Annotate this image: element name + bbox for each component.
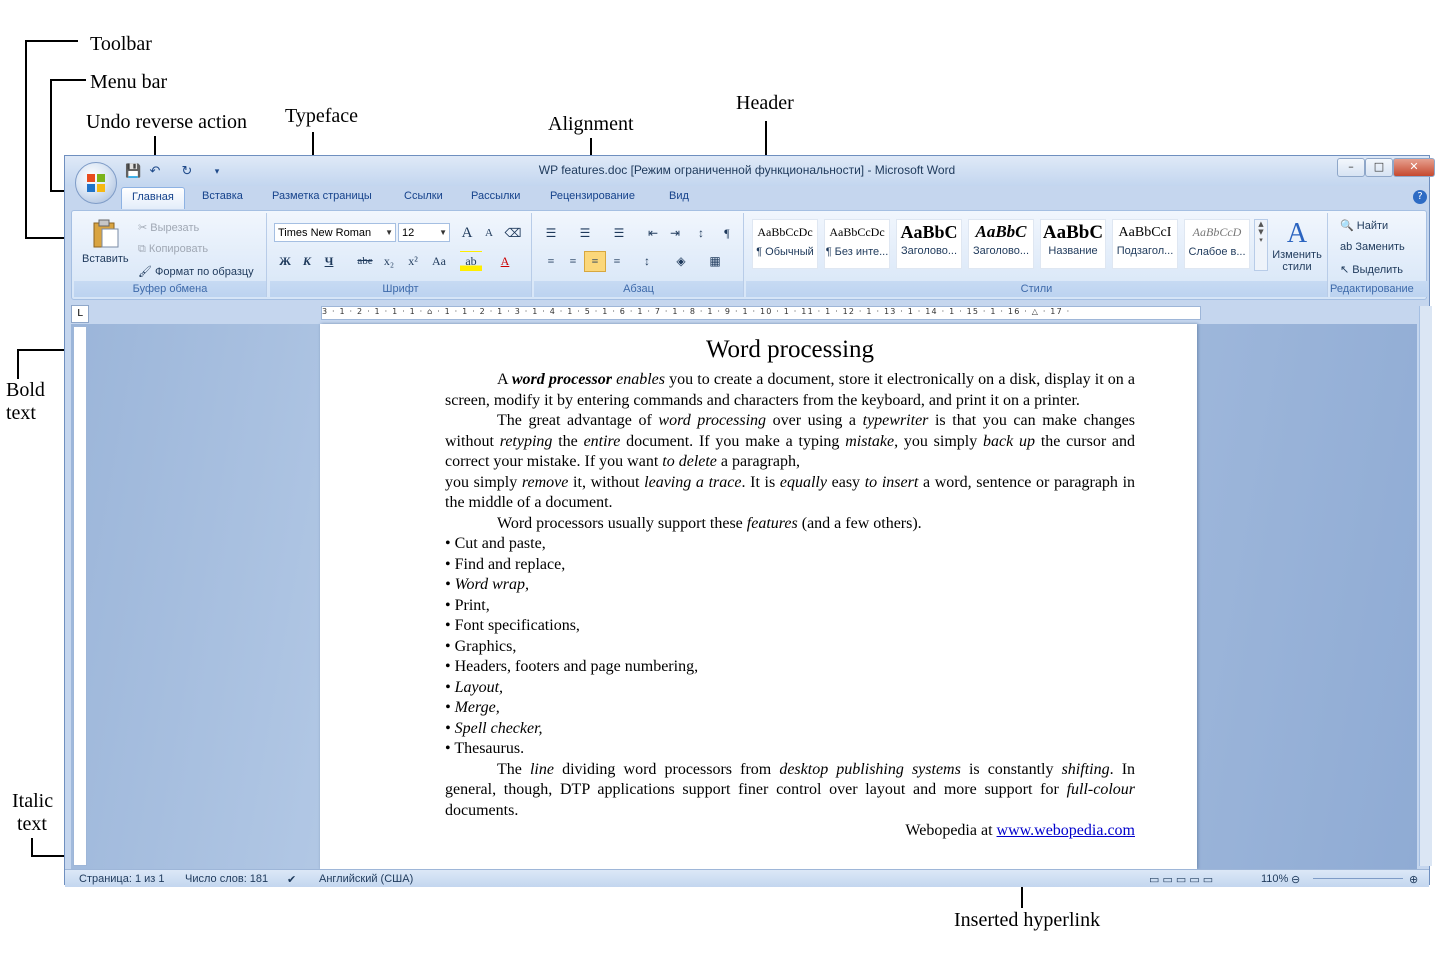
show-marks-icon[interactable]: ¶ xyxy=(724,226,730,240)
tab-page-layout[interactable]: Разметка страницы xyxy=(272,190,372,202)
style-preview: AaBbC xyxy=(975,222,1027,241)
annotation-italic-line1: Italic xyxy=(12,790,54,812)
italic-text: desktop publishing systems xyxy=(779,760,961,778)
clipboard-group-label: Буфер обмена xyxy=(74,281,266,297)
paste-label: Вставить xyxy=(82,253,129,265)
italic-text: to insert xyxy=(864,473,919,491)
cut-button[interactable]: ✂ Вырезать xyxy=(138,222,200,234)
italic-text: mistake xyxy=(845,432,895,450)
decrease-indent-icon[interactable]: ⇤ xyxy=(647,226,659,240)
font-color-icon[interactable]: A xyxy=(500,254,510,268)
text-run: the xyxy=(552,432,584,450)
replace-icon: ab xyxy=(1340,241,1353,253)
text-run: dividing word processors from xyxy=(553,760,780,778)
style-subtitle[interactable] xyxy=(1112,219,1178,269)
annotation-typeface: Typeface xyxy=(285,105,358,127)
list-item: • Merge, xyxy=(445,699,500,716)
clear-formatting-icon[interactable]: ⌫ xyxy=(504,226,522,240)
italic-text: back up xyxy=(983,432,1036,450)
text-run: (and a few others). xyxy=(797,514,922,532)
list-item: • Thesaurus. xyxy=(445,740,525,757)
text-run: you simply xyxy=(445,473,522,491)
style-name: Слабое в... xyxy=(1188,246,1246,258)
text-run: it, without xyxy=(568,473,645,491)
chevron-down-icon: ▼ xyxy=(439,228,447,237)
title-bar xyxy=(65,156,1429,186)
align-right-icon[interactable]: ≡ xyxy=(584,251,606,272)
zoom-out-icon[interactable]: ⊖ xyxy=(1291,874,1301,886)
italic-text: features xyxy=(746,514,798,532)
credit-line xyxy=(445,821,1135,842)
justify-icon[interactable]: ≡ xyxy=(613,254,621,268)
redo-icon[interactable]: ↻ xyxy=(181,164,193,179)
find-icon: 🔍 xyxy=(1340,220,1354,232)
select-button[interactable] xyxy=(1340,263,1403,276)
styles-group xyxy=(746,213,1328,297)
feature-list xyxy=(445,534,1135,760)
bold-italic-text: word processor xyxy=(511,371,612,388)
italic-leader-left xyxy=(31,838,33,856)
paste-button[interactable] xyxy=(84,219,128,267)
text-run: . It is xyxy=(741,473,780,491)
paragraph-5 xyxy=(445,760,1135,822)
shading-icon[interactable]: ◈ xyxy=(676,254,686,268)
text-run: easy xyxy=(826,473,865,491)
highlight-icon[interactable]: ab xyxy=(460,251,482,272)
paragraph-2 xyxy=(445,411,1135,473)
text-run: is constantly xyxy=(960,760,1062,778)
style-heading2[interactable] xyxy=(968,219,1034,269)
paragraph-4 xyxy=(445,514,1135,535)
toolbar-leader-top xyxy=(25,40,78,42)
replace-label: Заменить xyxy=(1355,241,1405,253)
list-item: • Layout, xyxy=(445,678,504,696)
annotation-undo: Undo reverse action xyxy=(86,111,248,133)
align-left-icon[interactable]: ≡ xyxy=(547,254,555,268)
toolbar-leader-vertical xyxy=(25,40,27,239)
italic-text: retyping xyxy=(499,432,553,450)
paragraph-3 xyxy=(445,473,1135,514)
word-count[interactable]: Число слов: 181 xyxy=(185,873,269,885)
bold-button[interactable]: Ж xyxy=(279,254,291,268)
list-item: • Print, xyxy=(445,596,490,614)
paste-icon xyxy=(92,219,120,249)
cut-label: Вырезать xyxy=(150,222,200,234)
paragraph-group xyxy=(534,213,744,297)
view-buttons[interactable]: ▭ ▭ ▭ ▭ ▭ xyxy=(1149,874,1214,886)
font-family-select[interactable] xyxy=(274,223,396,242)
vertical-scrollbar[interactable] xyxy=(1419,306,1432,866)
text-run: a word, sentence or paragraph in the middle of a document. xyxy=(445,473,1136,511)
bold-leader-left xyxy=(17,349,19,379)
tab-home[interactable]: Главная xyxy=(121,187,185,209)
bullets-icon[interactable]: ☰ xyxy=(545,226,557,240)
font-size-value: 12 xyxy=(402,227,415,239)
italic-text: enables xyxy=(611,371,666,388)
ribbon xyxy=(71,210,1427,300)
zoom-slider[interactable] xyxy=(1313,878,1403,879)
borders-icon[interactable]: ▦ xyxy=(709,254,721,268)
zoom-level[interactable]: 110% xyxy=(1261,873,1289,885)
format-painter-button[interactable]: 🖌 Формат по образцу xyxy=(138,266,254,278)
select-label: Выделить xyxy=(1352,264,1404,276)
toolbar-leader-bottom xyxy=(25,237,67,239)
italic-text: leaving a trace xyxy=(644,473,742,491)
list-item: • Find and replace, xyxy=(445,555,566,573)
list-item: • Word wrap, xyxy=(445,576,529,593)
styles-scroll[interactable]: ▲ ▼ ▾ xyxy=(1254,219,1268,271)
ruler-row xyxy=(71,303,1421,323)
paragraph-group-label: Абзац xyxy=(534,281,743,297)
align-center-icon[interactable]: ≡ xyxy=(569,254,577,268)
find-button[interactable] xyxy=(1340,219,1388,232)
find-label: Найти xyxy=(1356,220,1389,232)
style-name: ¶ Обычный xyxy=(756,246,814,258)
font-size-select[interactable] xyxy=(398,223,450,242)
style-no-spacing[interactable] xyxy=(824,219,890,269)
help-icon[interactable]: ? xyxy=(1413,190,1427,204)
tab-selector[interactable]: L xyxy=(71,305,89,323)
style-name: Название xyxy=(1048,245,1098,257)
style-preview: AaBbCcDc xyxy=(829,225,885,239)
italic-text: word processing xyxy=(658,412,767,429)
horizontal-ruler[interactable] xyxy=(321,306,1201,320)
cursor-icon: ↖ xyxy=(1340,264,1350,276)
numbering-icon[interactable]: ☰ xyxy=(579,226,591,240)
annotation-italic-line2: text xyxy=(17,813,47,835)
language[interactable]: Английский (США) xyxy=(319,873,414,885)
text-run: you to create a document, store it electronically on a disk, display it on a screen, modify it by entering commands and characters from the keyboard, and print it on a printer. xyxy=(445,371,1136,409)
styles-group-label: Стили xyxy=(746,281,1327,297)
multilevel-list-icon[interactable]: ☰ xyxy=(613,226,625,240)
tab-insert[interactable]: Вставка xyxy=(202,190,243,202)
document-header: Word processing xyxy=(705,336,875,363)
underline-button[interactable]: Ч xyxy=(324,254,334,268)
italic-text: shifting xyxy=(1061,760,1110,778)
italic-button[interactable]: К xyxy=(302,254,312,268)
page-count[interactable]: Страница: 1 из 1 xyxy=(79,873,165,885)
list-item: • Headers, footers and page numbering, xyxy=(445,658,699,675)
tab-view[interactable]: Вид xyxy=(669,190,689,202)
grow-font-button[interactable]: A xyxy=(461,225,473,241)
menubar-leader-vertical xyxy=(50,79,52,192)
list-item: • Font specifications, xyxy=(445,617,580,634)
list-item: • Cut and paste, xyxy=(445,535,546,552)
annotation-bold-line1: Bold xyxy=(6,379,45,401)
text-run: is that you can make changes without xyxy=(445,412,1135,450)
paragraph-1 xyxy=(445,370,1135,411)
replace-button[interactable] xyxy=(1340,241,1405,253)
status-bar xyxy=(65,869,1429,887)
italic-text: line xyxy=(529,760,554,778)
change-styles-icon: A xyxy=(1286,218,1308,249)
subscript-button[interactable]: x₂ xyxy=(383,254,395,268)
strikethrough-button[interactable]: abe xyxy=(357,255,373,267)
change-styles-label: Изменить стили xyxy=(1272,249,1322,273)
chevron-down-icon: ▼ xyxy=(385,228,393,237)
text-run: The xyxy=(497,760,530,778)
italic-text: entire xyxy=(583,432,621,450)
maximize-button[interactable]: □ xyxy=(1365,158,1393,177)
italic-text: equally xyxy=(779,473,827,491)
tab-mailings[interactable]: Рассылки xyxy=(471,190,521,202)
text-run: Word processors usually support these xyxy=(497,514,747,532)
minimize-button[interactable]: – xyxy=(1337,158,1365,177)
text-run: , you simply xyxy=(894,432,984,450)
copy-label: Копировать xyxy=(148,243,209,255)
annotation-header: Header xyxy=(736,92,794,114)
word-window xyxy=(64,155,1430,885)
proofing-icon[interactable]: ✔ xyxy=(287,874,297,886)
copy-button[interactable]: ⧉ Копировать xyxy=(138,243,209,255)
line-spacing-icon[interactable]: ↕ xyxy=(644,254,650,268)
style-preview: AaBbCcDc xyxy=(757,225,813,239)
text-run: document. If you make a typing xyxy=(620,432,846,450)
sort-icon[interactable]: ↕ xyxy=(698,226,704,240)
style-preview: AaBbCcD xyxy=(1192,225,1242,239)
annotation-toolbar: Toolbar xyxy=(90,33,152,55)
editing-group xyxy=(1330,213,1428,297)
close-button[interactable]: ✕ xyxy=(1393,158,1435,177)
style-preview: AaBbCcI xyxy=(1118,225,1172,240)
undo-icon[interactable]: ↶ xyxy=(149,164,161,179)
italic-text: full-colour xyxy=(1066,781,1135,798)
italic-text: typewriter xyxy=(862,412,929,429)
style-name: Заголово... xyxy=(900,245,958,257)
text-run: the cursor and correct your mistake. If you want xyxy=(445,432,1136,470)
hyperlink[interactable]: www.webopedia.com xyxy=(996,822,1135,839)
style-preview: AaBbC xyxy=(1042,222,1104,243)
increase-indent-icon[interactable]: ⇥ xyxy=(669,226,681,240)
menu-tabs xyxy=(65,186,1429,210)
zoom-in-icon[interactable]: ⊕ xyxy=(1409,874,1419,886)
list-item: • Graphics, xyxy=(445,637,517,655)
style-title[interactable] xyxy=(1040,219,1106,269)
font-group xyxy=(270,213,532,297)
customize-quick-access-icon[interactable]: ▾ xyxy=(214,167,220,177)
window-title: WP features.doc [Режим ограниченной функциональности] - Microsoft Word xyxy=(538,163,956,177)
document-text[interactable] xyxy=(445,336,1135,842)
font-family-value: Times New Roman xyxy=(278,227,372,239)
credit-text: Webopedia at xyxy=(905,822,997,839)
text-run: . In general, though, DTP applications support finer control over layout and more support for xyxy=(445,760,1136,798)
text-run: The great advantage of xyxy=(497,412,659,429)
shrink-font-button[interactable]: A xyxy=(485,227,493,239)
annotation-menu-bar: Menu bar xyxy=(90,71,168,93)
style-name: Подзагол... xyxy=(1116,245,1174,257)
text-run: A xyxy=(497,371,512,388)
menubar-leader-top xyxy=(50,79,86,81)
annotation-bold-line2: text xyxy=(6,402,36,424)
vertical-ruler[interactable] xyxy=(73,326,87,866)
list-item: • Spell checker, xyxy=(445,719,543,737)
annotation-alignment: Alignment xyxy=(548,113,634,135)
font-group-label: Шрифт xyxy=(270,281,531,297)
superscript-button[interactable]: x² xyxy=(408,254,418,268)
style-normal[interactable] xyxy=(752,219,818,269)
format-painter-label: Формат по образцу xyxy=(155,266,254,278)
tab-references[interactable]: Ссылки xyxy=(404,190,443,202)
save-icon[interactable]: 💾 xyxy=(125,164,142,179)
style-subtle-emphasis[interactable] xyxy=(1184,219,1250,269)
style-name: Заголово... xyxy=(972,245,1030,257)
ruler-ticks: 3 · 1 · 2 · 1 · 1 · 1 · ⌂ · 1 · 1 · 2 · 1 · 3 · 1 · 4 · 1 · 5 · 1 · 6 · 1 · 7 · 1 · 8 · 1 · 9 · 1 · 10 · 1 · 11 · 1 · 12 · 1 · 13 · 1 · 14 · 1 · 15 · 1 · 16 · △ · 17 · xyxy=(322,307,1071,316)
italic-text: remove xyxy=(521,473,569,491)
editing-group-label: Редактирование xyxy=(1330,281,1428,297)
tab-review[interactable]: Рецензирование xyxy=(550,190,635,202)
change-styles-button[interactable] xyxy=(1270,219,1324,279)
text-run: a paragraph, xyxy=(716,453,800,470)
style-heading1[interactable] xyxy=(896,219,962,269)
annotation-hyperlink: Inserted hyperlink xyxy=(954,909,1101,931)
text-run: documents. xyxy=(445,801,519,819)
clipboard-group xyxy=(74,213,267,297)
italic-text: to delete xyxy=(662,453,717,470)
change-case-button[interactable]: Aa xyxy=(432,254,446,268)
text-run: over using a xyxy=(766,412,863,429)
style-preview: AaBbC xyxy=(900,222,958,242)
style-name: ¶ Без инте... xyxy=(825,246,889,258)
